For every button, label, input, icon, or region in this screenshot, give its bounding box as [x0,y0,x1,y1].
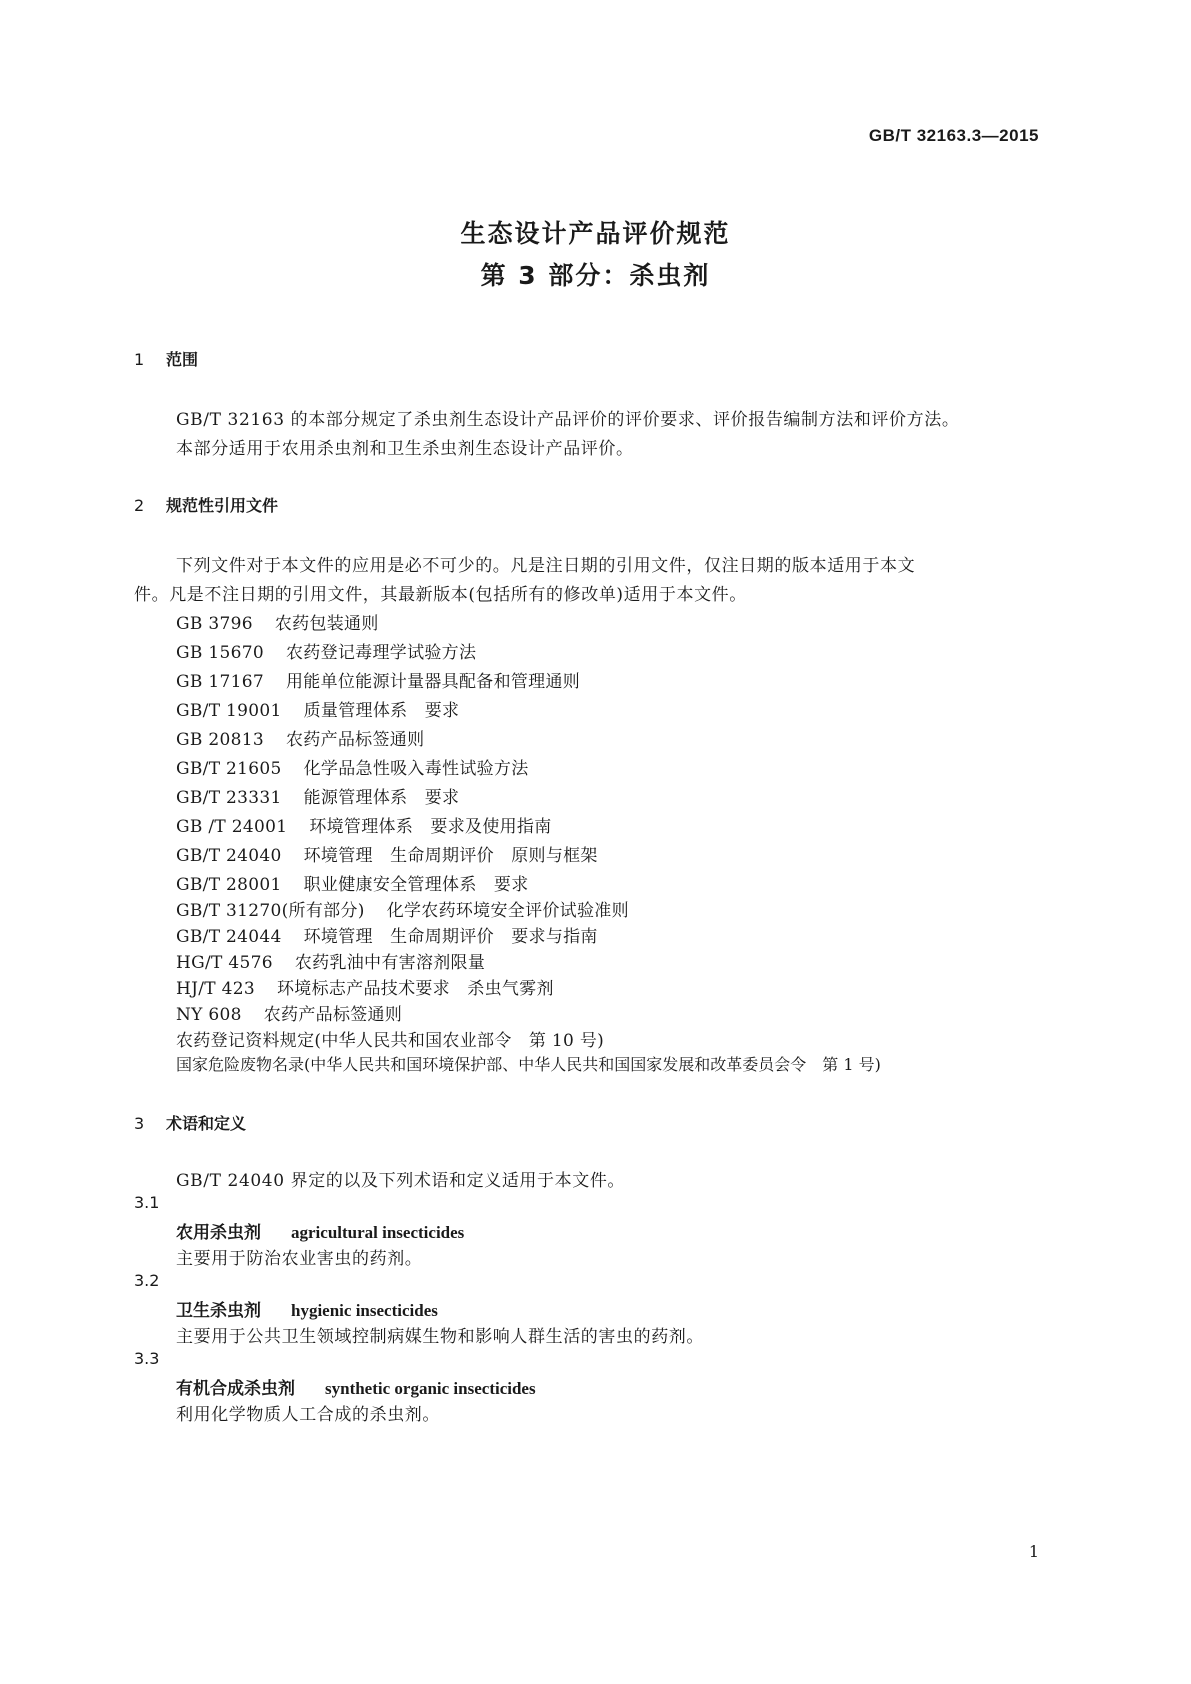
reference-item [176,754,529,779]
reference-code: GB 20813 [176,730,264,750]
standard-code: GB/T 32163.3—2015 [868,126,1039,145]
reference-title: 职业健康安全管理体系 要求 [303,875,529,895]
reference-title: 环境管理体系 要求及使用指南 [309,817,552,837]
reference-code: GB/T 19001 [176,701,282,721]
term-definition: 利用化学物质人工合成的杀虫剂。 [176,1405,440,1425]
reference-title: 农药产品标签通则 [285,730,425,750]
reference-item [176,1026,604,1051]
reference-item [176,841,598,866]
paragraph: 件。凡是不注日期的引用文件，其最新版本(包括所有的修改单)适用于本文件。 [134,585,747,605]
section-number: 2 [134,496,145,515]
reference-item [176,870,529,895]
paragraph: 下列文件对于本文件的应用是必不可少的。凡是注日期的引用文件，仅注日期的版本适用于本文 [176,556,916,576]
reference-code: NY 608 [176,1005,242,1025]
term-en: hygienic insecticides [291,1301,438,1320]
reference-code: GB 17167 [176,672,264,692]
reference-code: GB/T 21605 [176,759,282,779]
section-3-heading [134,1111,246,1134]
reference-title: 农药登记资料规定(中华人民共和国农业部令 第 10 号) [176,1031,605,1051]
reference-item [176,896,629,921]
reference-title: 环境管理 生命周期评价 要求与指南 [303,927,598,947]
page-number: 1 [1028,1542,1039,1561]
term-zh: 有机合成杀虫剂 [176,1379,295,1399]
reference-code: GB /T 24001 [176,817,288,837]
reference-item [176,1000,402,1025]
reference-title: 质量管理体系 要求 [303,701,460,721]
reference-item [176,974,554,999]
reference-title: 农药登记毒理学试验方法 [285,643,477,663]
section-title: 术语和定义 [166,1114,247,1133]
reference-title: 化学农药环境安全评价试验准则 [386,901,629,921]
reference-code: HJ/T 423 [176,979,255,999]
reference-item [176,948,485,973]
reference-code: GB/T 31270(所有部分) [176,901,365,921]
section-title: 规范性引用文件 [166,496,279,515]
section-number: 1 [134,350,145,369]
reference-code: GB/T 24040 [176,846,282,866]
term-definition: 主要用于公共卫生领域控制病媒生物和影响人群生活的害虫的药剂。 [176,1327,704,1347]
reference-title: 农药产品标签通则 [263,1005,403,1025]
reference-item [176,922,598,947]
reference-title: 国家危险废物名录(中华人民共和国环境保护部、中华人民共和国国家发展和改革委员会令 第 1 号) [176,1055,881,1074]
reference-title: 农药包装通则 [274,614,379,634]
paragraph: GB/T 24040 界定的以及下列术语和定义适用于本文件。 [176,1171,626,1191]
term-name [176,1374,536,1399]
paragraph: 本部分适用于农用杀虫剂和卫生杀虫剂生态设计产品评价。 [176,439,634,459]
term-zh: 卫生杀虫剂 [176,1301,261,1321]
section-2-heading [134,493,278,516]
reference-title: 环境管理 生命周期评价 原则与框架 [303,846,598,866]
term-number: 3.1 [134,1193,160,1212]
reference-title: 环境标志产品技术要求 杀虫气雾剂 [276,979,554,999]
term-number: 3.3 [134,1349,160,1368]
term-number: 3.2 [134,1271,160,1290]
reference-code: GB 15670 [176,643,264,663]
reference-code: GB/T 28001 [176,875,282,895]
term-zh: 农用杀虫剂 [176,1223,261,1243]
section-1-heading [134,347,198,370]
reference-item [176,696,459,721]
reference-code: HG/T 4576 [176,953,273,973]
reference-item [176,1052,881,1075]
term-en: synthetic organic insecticides [325,1379,536,1398]
reference-item [176,667,580,692]
term-en: agricultural insecticides [291,1223,465,1242]
document-title: 生态设计产品评价规范 [460,219,731,248]
reference-item [176,609,379,634]
term-name [176,1218,464,1243]
section-number: 3 [134,1114,145,1133]
reference-title: 农药乳油中有害溶剂限量 [294,953,486,973]
paragraph: GB/T 32163 的本部分规定了杀虫剂生态设计产品评价的评价要求、评价报告编制方法和评价方法。 [176,410,960,430]
document-subtitle: 第 3 部分：杀虫剂 [480,261,711,290]
reference-code: GB/T 23331 [176,788,282,808]
reference-item [176,783,459,808]
reference-title: 化学品急性吸入毒性试验方法 [303,759,529,779]
reference-item [176,725,424,750]
section-title: 范围 [166,350,199,369]
reference-title: 能源管理体系 要求 [303,788,460,808]
reference-item [176,812,552,837]
reference-code: GB/T 24044 [176,927,282,947]
term-name [176,1296,438,1321]
term-definition: 主要用于防治农业害虫的药剂。 [176,1249,423,1269]
reference-title: 用能单位能源计量器具配备和管理通则 [285,672,581,692]
reference-item [176,638,476,663]
reference-code: GB 3796 [176,614,253,634]
